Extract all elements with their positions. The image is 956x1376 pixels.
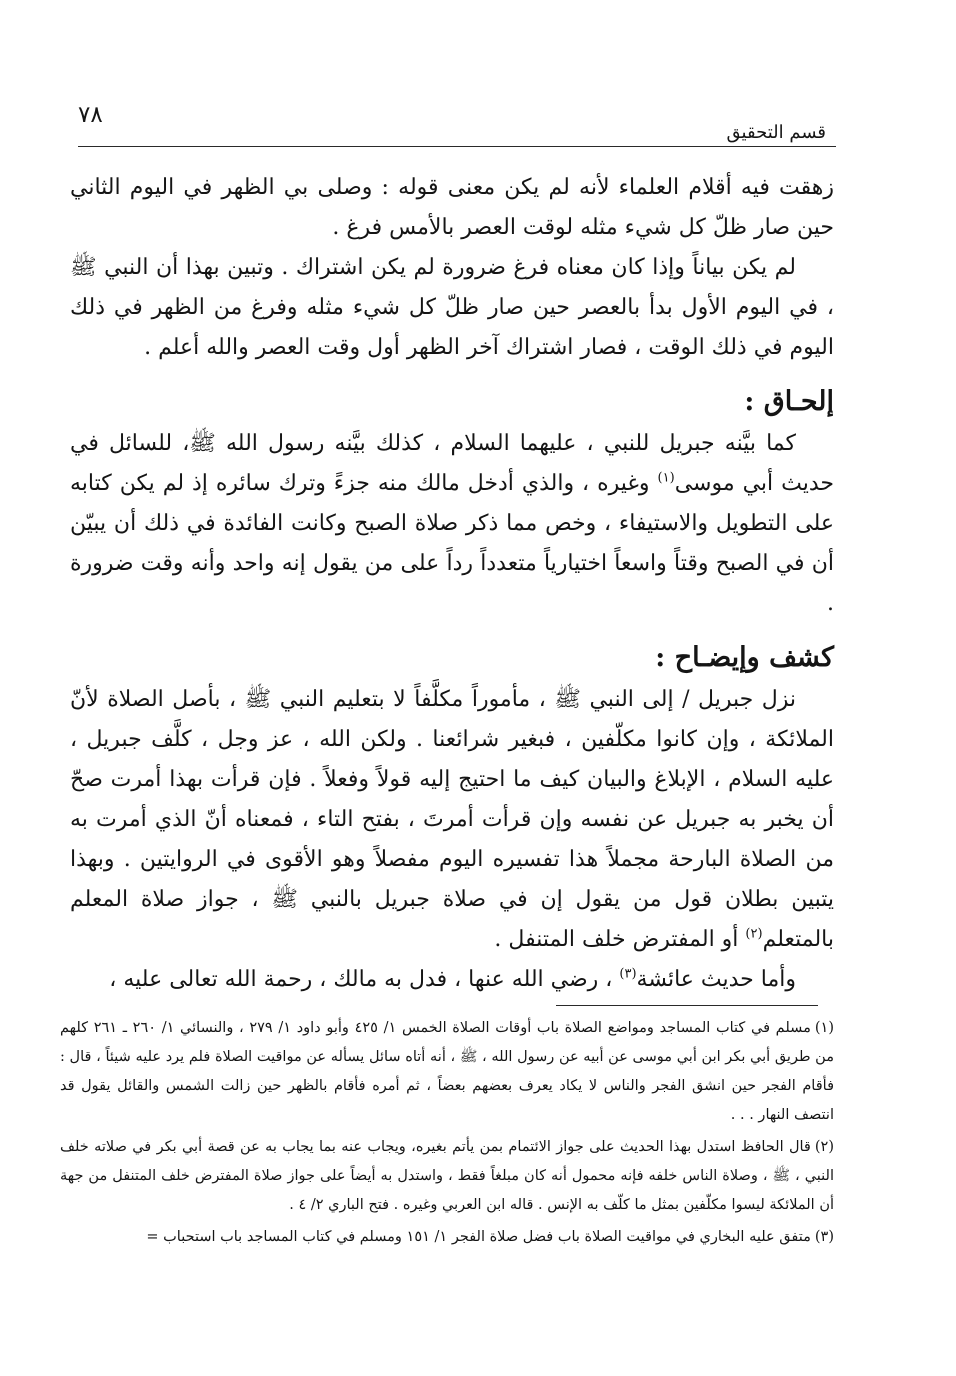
paragraph-3 xyxy=(70,424,834,624)
paragraph-1-text: زهقت فيه أقلام العلماء لأنه لم يكن معنى قوله : وصلى بي الظهر في اليوم الثاني حين صار ظلّ كل شيء مثله لوقت العصر بالأمس فرغ . xyxy=(70,175,834,240)
footnote-1-text: مسلم في كتاب المساجد ومواضع الصلاة باب أوقات الصلاة الخمس ١/ ٤٢٥ وأبو داود ١/ ٢٧٩ ، والنسائي ١/ ٢٦٠ ـ ٢٦١ كلهم من طريق أبي بكر ابن أبي موسى عن أبيه عن رسول الله ، ﷺ ، أنه أتاه سائل يسأله عن مواقيت الصلاة فلم يرد عليه شيئاً ، قال : فأقام الفجر حين انشق الفجر والناس لا يكاد يعرف بعضهم بعضاً ، ثم أمره فأقام بالظهر حين زالت الشمس والقائل يقول قد انتصف النهار . . . xyxy=(60,1020,834,1123)
section-heading-kashf: كشف وإيضـاح : xyxy=(655,642,834,673)
paragraph-4-text-b: أو المفترض خلف المتنفل . xyxy=(494,927,746,952)
paragraph-5-text-b: ، رضي الله عنها ، فدل به مالك ، رحمة الله تعالى عليه ، xyxy=(109,967,620,992)
paragraph-3-text-b: وغيره ، والذي أدخل مالك منه جزءً وترك سائره إذ لم يكن كتابه على التطويل والاستيفاء ، وخص مما ذكر صلاة الصبح وكانت الفائدة في ذلك أن يبيّن أن في الصبح وقتاً واسعاً اختيارياً متعدداً رداً على من يقول إنه واحد وأنه وقت ضرورة . xyxy=(70,471,834,616)
running-title: قسم التحقيق xyxy=(726,122,826,143)
footnote-ref-3[interactable]: (٣) xyxy=(619,966,637,982)
paragraph-3-text-a: كما بيَّنه جبريل للنبي ، عليهما السلام ، كذلك بيَّنه رسول الله ﷺ، للسائل في حديث أبي موسى xyxy=(70,431,834,496)
section-heading-ilhaq: إلحـاق : xyxy=(744,386,834,417)
footnote-3 xyxy=(60,1223,834,1252)
footnote-2-text: قال الحافظ استدل بهذا الحديث على جواز الائتمام بمن يأتم بغيره، ويجاب عنه بما يجاب به عن قصة أبي بكر في صلاته خلف النبي ، ﷺ ، وصلاة الناس خلفه فإنه محمول أنه كان مبلغاً فقط ، واستدل به أيضاً على جواز صلاة المفترض خلف المتنفل من جهة أن الملائكة ليسوا مكلّفين بمثل ما كلّف به الإنس . قاله ابن العربي وغيره . فتح الباري ٢/ ٤ . xyxy=(60,1139,834,1213)
footnote-1-number: (١) xyxy=(814,1020,834,1036)
paragraph-2 xyxy=(70,248,834,368)
footnote-3-text: متفق عليه البخاري في مواقيت الصلاة باب فضل صلاة الفجر ١/ ١٥١ ومسلم في كتاب المساجد باب استحباب = xyxy=(146,1229,811,1245)
paragraph-2-text: لم يكن بياناً وإذا كان معناه فرغ ضرورة لم يكن اشتراك . وتبين بهذا أن النبي ﷺ ، في اليوم الأول بدأ بالعصر حين صار ظلّ كل شيء مثله وفرغ من الظهر في ذلك اليوم في ذلك الوقت ، فصار اشتراك آخر الظهر أول وقت العصر والله أعلم . xyxy=(70,255,834,360)
footnote-2 xyxy=(60,1133,834,1220)
footnotes xyxy=(60,1014,834,1255)
paragraph-4 xyxy=(70,680,834,960)
paragraph-5-text-a: وأما حديث عائشة xyxy=(636,967,796,992)
paragraph-4-text-a: نزل جبريل / إلى النبي ﷺ ، مأموراً مكلَّفاً لا بتعليم النبي ﷺ ، بأصل الصلاة لأنّ الملائكة ، وإن كانوا مكلّفين ، فبغير شرائعنا . ولكن الله ، عز وجل ، كلَّف جبريل ، عليه السلام ، الإبلاغ والبيان كيف ما احتيج إليه قولاً وفعلاً . فإن قرأت بهذا أمرت صحّ أن يخبر به جبريل عن نفسه وإن قرأت أمرتَ ، بفتح التاء ، فمعناه أنّ الذي أمرت به من الصلاة البارحة مجملاً هذا تفسيره اليوم مفصلاً وهو الأقوى في الروايتين . وبهذا يتبين بطلان قول من يقول إن في صلاة جبريل بالنبي ﷺ ، جواز صلاة المعلم بالمتعلم xyxy=(70,687,835,952)
footnote-3-number: (٣) xyxy=(814,1229,834,1245)
paragraph-1 xyxy=(70,168,834,248)
page-number: ٧٨ xyxy=(78,102,103,128)
main-text xyxy=(70,168,834,1000)
footnote-ref-2[interactable]: (٢) xyxy=(745,926,763,942)
footnote-2-number: (٢) xyxy=(814,1139,834,1155)
paragraph-5 xyxy=(70,960,834,1000)
footnote-1 xyxy=(60,1014,834,1130)
header-rule xyxy=(78,146,836,147)
footnote-ref-1[interactable]: (١) xyxy=(657,470,675,486)
footnote-rule xyxy=(556,1005,818,1006)
